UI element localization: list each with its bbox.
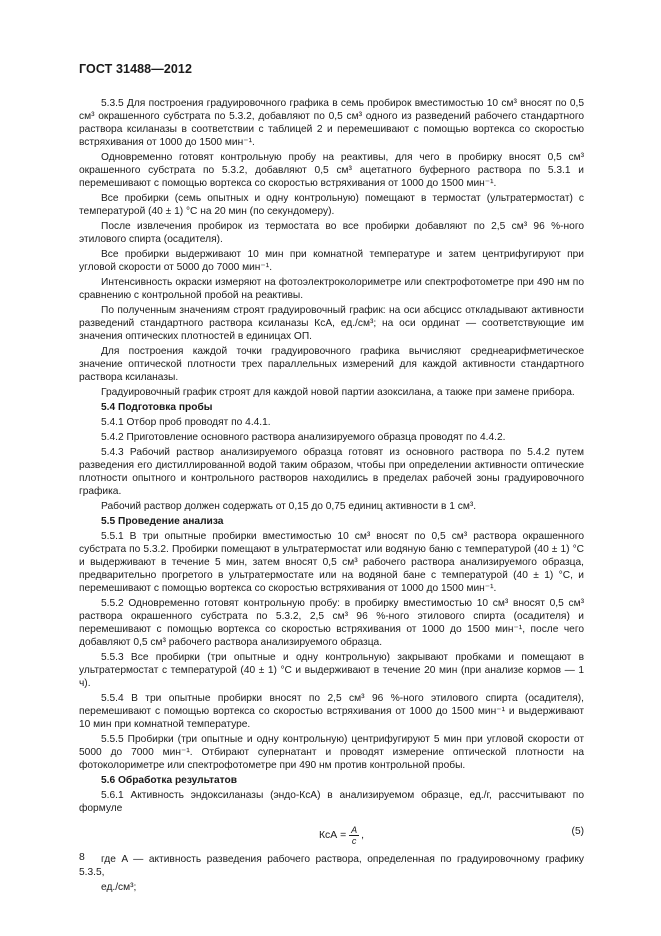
paragraph: 5.5.3 Все пробирки (три опытные и одну контрольную) закрывают пробками и помещают в ультратермостат с температурой (40 ± 1) °С и выдерживают в течение 20 мин (при анализе кормов — 1 ч). [79,652,584,690]
paragraph: 5.3.5 Для построения градуировочного графика в семь пробирок вместимостью 10 см³ вносят по 0,5 см³ окрашенного субстрата по 5.3.2, добавляют по 0,5 см³ одного из разведений рабочего стандартного раствора ксиланазы в соответствии с таблицей 2 и перемешивают с помощью вортекса со скоростью встряхивания от 1000 до 1500 мин⁻¹. [79,98,584,149]
paragraph: 5.4.3 Рабочий раствор анализируемого образца готовят из основного раствора по 5.4.2 путем разведения его дистиллированной водой таким образом, чтобы при определении активности оптические плотности опытного и контрольного растворов находились в пределах рабочей зоны градуировочного графика. [79,446,584,497]
paragraph: Все пробирки выдерживают 10 мин при комнатной температуре и затем центрифугируют при угловой скорости от 5000 до 7000 мин⁻¹. [79,249,584,274]
section-heading: 5.5 Проведение анализа [101,515,224,527]
formula-fraction [349,825,359,846]
formula-explanation-continuation: ед./см³; [101,882,137,894]
paragraph: 5.5.4 В три опытные пробирки вносят по 2,5 см³ 96 %-ного этилового спирта (осадителя), перемешивают с помощью вортекса со скоростью встряхивания от 1000 до 1500 мин⁻¹ и выдерживают 10 мин при комнатной температуре. [79,693,584,731]
paragraph: По полученным значениям строят градуировочный график: на оси абсцисс откладывают активности разведений стандартного раствора ксиланазы КсА, ед./см³; на оси ординат — соответствующие им значения оптических плотностей в единицах ОП. [79,305,584,343]
formula-number: (5) [571,826,584,838]
formula-expression [319,825,364,846]
formula-denominator: c [351,836,357,847]
formula-numerator: A [351,825,358,836]
paragraph: После извлечения пробирок из термостата во все пробирки добавляют по 2,5 см³ 96 %-ного этилового спирта (осадителя). [79,221,584,246]
formula-suffix: , [361,830,365,842]
paragraph: Интенсивность окраски измеряют на фотоэлектроколориметре или спектрофотометре при 490 нм по сравнению с контрольной пробой на реактивы. [79,277,584,302]
paragraph: 5.5.5 Пробирки (три опытные и одну контрольную) центрифугируют 5 мин при угловой скорости от 5000 до 7000 мин⁻¹. Отбирают супернатант и проводят измерение оптической плотности на фотоколориметре или спектрофотометре при 490 нм против контрольной пробы. [79,734,584,772]
paragraph: Рабочий раствор должен содержать от 0,15 до 0,75 единиц активности в 1 см³. [101,500,477,512]
paragraph: Одновременно готовят контрольную пробу на реактивы, для чего в пробирку вносят 0,5 см³ окрашенного субстрата по 5.3.2, добавляют 0,5 см³ ацетатного буферного раствора по 5.3.1 и перемешивают с помощью вортекса со скоростью встряхивания от 1000 до 1500 мин⁻¹. [79,152,584,190]
formula-block [79,819,584,849]
section-heading: 5.4 Подготовка пробы [101,402,213,414]
formula-explanation: где A — активность разведения рабочего раствора, определенная по градуировочному графику 5.3.5, [79,854,584,879]
paragraph: 5.5.1 В три опытные пробирки вместимостью 10 см³ вносят по 0,5 см³ раствора окрашенного субстрата по 5.3.2. Пробирки помещают в ультратермостат или водяную баню с температурой (40 ± 1) °С и выдерживают в течение 5 мин, затем вносят 0,5 см³ рабочего раствора анализируемого образца, предварительно прогретого в ультратермостате или на водяной бане с температурой (40 ± 1) °С, и перемешивают с помощью вортекса со скоростью встряхивания от 1000 до 1500 мин⁻¹. [79,530,584,594]
paragraph: Для построения каждой точки градуировочного графика вычисляют среднеарифметическое значение оптической плотности трех параллельных измерений для каждой активности стандартного раствора ксиланазы. [79,346,584,384]
paragraph: Градуировочный график строят для каждой новой партии азоксилана, а также при замене прибора. [101,387,575,399]
page-number: 8 [79,852,85,863]
section-heading: 5.6 Обработка результатов [101,775,238,787]
paragraph: 5.4.1 Отбор проб проводят по 4.4.1. [101,416,271,428]
paragraph: Все пробирки (семь опытных и одну контрольную) помещают в термостат (ультратермостат) с температурой (40 ± 1) °С на 20 мин (по секундомеру). [79,193,584,218]
formula-lhs: КсА = [319,830,347,842]
standard-header: ГОСТ 31488—2012 [79,62,193,76]
paragraph-list [79,97,584,815]
paragraph: 5.6.1 Активность эндоксиланазы (эндо-КсА) в анализируемом образце, ед./г, рассчитывают по формуле [79,790,584,815]
document-body [79,97,584,896]
paragraph: 5.5.2 Одновременно готовят контрольную пробу: в пробирку вместимостью 10 см³ вносят 0,5 см³ раствора окрашенного субстрата по 5.3.2, 2,5 см³ 96 %-ного этилового спирта (осадителя) и перемешивают с помощью вортекса со скоростью встряхивания от 1000 до 1500 мин⁻¹, после чего добавляют 0,5 см³ рабочего раствора анализируемого образца. [79,597,584,649]
paragraph: 5.4.2 Приготовление основного раствора анализируемого образца проводят по 4.4.2. [101,431,506,443]
